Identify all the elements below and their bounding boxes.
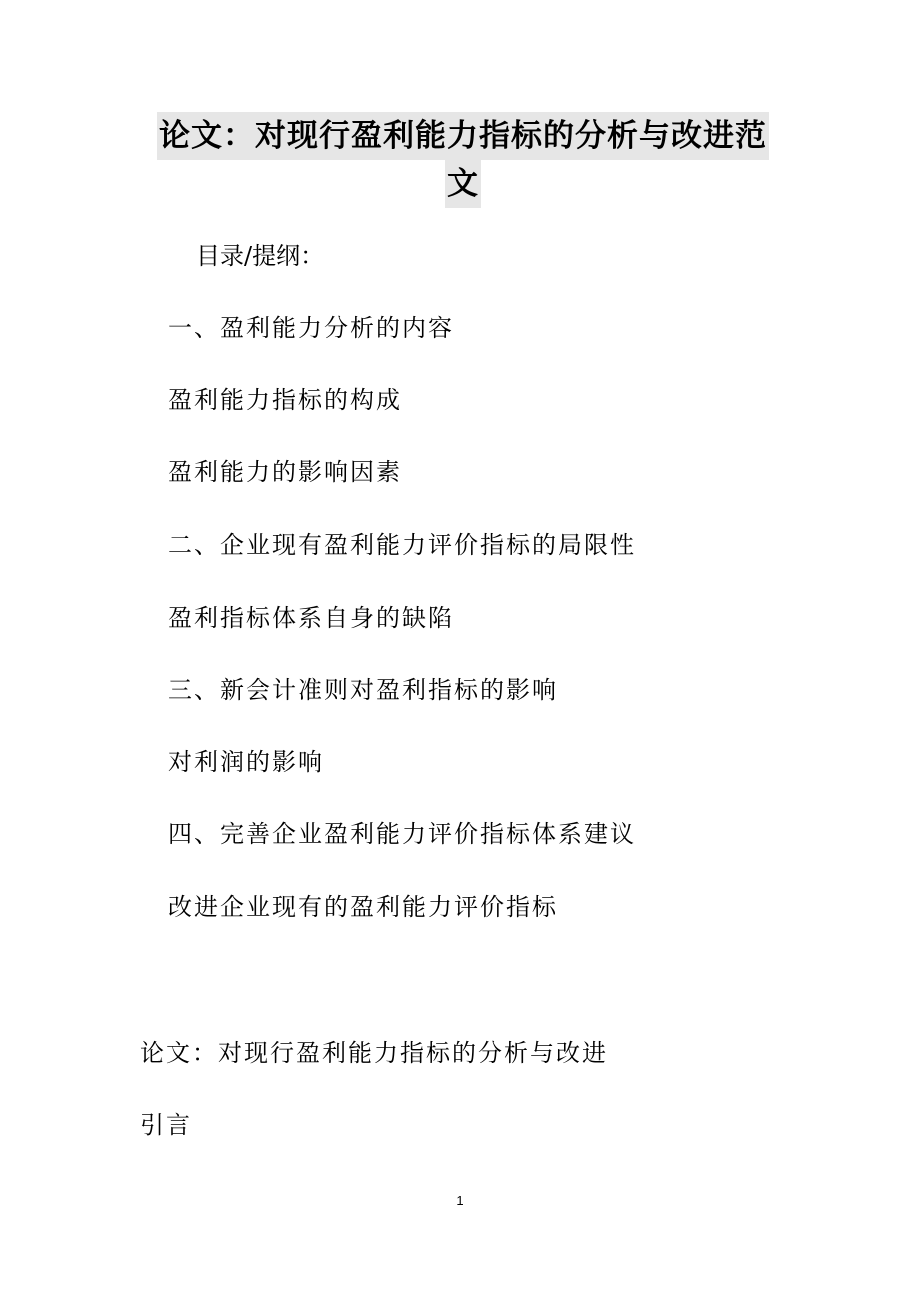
toc-item: 盈利指标体系自身的缺陷: [168, 604, 454, 632]
toc-item: 二、企业现有盈利能力评价指标的局限性: [168, 531, 636, 559]
title-line-2: 文: [445, 160, 481, 208]
body-title: 论文：对现行盈利能力指标的分析与改进: [140, 1039, 608, 1067]
section-heading-introduction: 引言: [140, 1111, 192, 1139]
title-line-1: 论文：对现行盈利能力指标的分析与改进范: [157, 112, 769, 160]
toc-item: 一、盈利能力分析的内容: [168, 314, 454, 342]
toc-heading: 目录/提纲：: [196, 242, 325, 270]
toc-item: 盈利能力指标的构成: [168, 386, 402, 414]
toc-item: 四、完善企业盈利能力评价指标体系建议: [168, 820, 636, 848]
toc-item: 改进企业现有的盈利能力评价指标: [168, 893, 558, 921]
toc-item: 对利润的影响: [168, 748, 324, 776]
toc-item: 盈利能力的影响因素: [168, 458, 402, 486]
document-title: [138, 112, 788, 208]
toc-item: 三、新会计准则对盈利指标的影响: [168, 676, 558, 704]
page-number: 1: [456, 1193, 464, 1208]
